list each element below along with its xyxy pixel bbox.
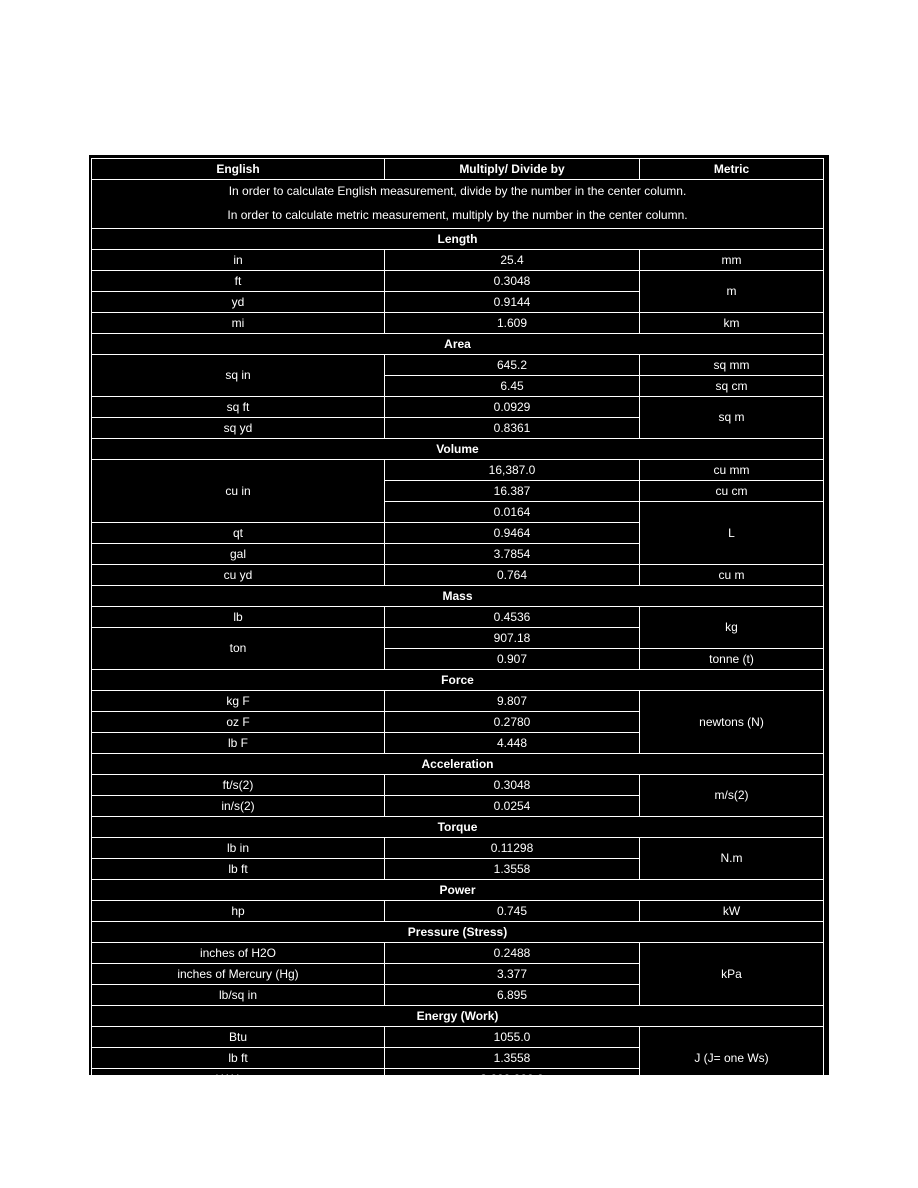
factor-value: 0.9144 bbox=[385, 292, 640, 313]
factor-value: 1.3558 bbox=[385, 859, 640, 880]
table-row bbox=[92, 565, 824, 586]
factor-value: 0.4536 bbox=[385, 607, 640, 628]
english-unit: mi bbox=[92, 313, 385, 334]
english-unit: lb bbox=[92, 607, 385, 628]
factor-value: 0.2780 bbox=[385, 712, 640, 733]
english-unit: in bbox=[92, 250, 385, 271]
factor-value: 1.3558 bbox=[385, 1048, 640, 1069]
metric-unit: L bbox=[640, 502, 824, 565]
table-row bbox=[92, 1027, 824, 1048]
section-volume-title: Volume bbox=[92, 439, 824, 460]
section-pressure-title: Pressure (Stress) bbox=[92, 922, 824, 943]
table-row bbox=[92, 271, 824, 292]
table-row bbox=[92, 691, 824, 712]
table-row bbox=[92, 355, 824, 376]
english-unit: ft/s(2) bbox=[92, 775, 385, 796]
metric-unit: newtons (N) bbox=[640, 691, 824, 754]
factor-value: 0.907 bbox=[385, 649, 640, 670]
factor-value: 0.2488 bbox=[385, 943, 640, 964]
table-row bbox=[92, 460, 824, 481]
table-row bbox=[92, 901, 824, 922]
factor-value: 907.18 bbox=[385, 628, 640, 649]
english-unit: hp bbox=[92, 901, 385, 922]
table-row bbox=[92, 943, 824, 964]
english-unit: qt bbox=[92, 523, 385, 544]
metric-unit: sq mm bbox=[640, 355, 824, 376]
factor-value: 4.448 bbox=[385, 733, 640, 754]
factor-value: 0.9464 bbox=[385, 523, 640, 544]
section-mass-title: Mass bbox=[92, 586, 824, 607]
factor-value: 0.8361 bbox=[385, 418, 640, 439]
table-row bbox=[92, 250, 824, 271]
english-unit: lb/sq in bbox=[92, 985, 385, 1006]
section-torque-title: Torque bbox=[92, 817, 824, 838]
factor-value: 1055.0 bbox=[385, 1027, 640, 1048]
factor-value: 3.377 bbox=[385, 964, 640, 985]
metric-unit: cu cm bbox=[640, 481, 824, 502]
factor-value: 16,387.0 bbox=[385, 460, 640, 481]
english-unit: in/s(2) bbox=[92, 796, 385, 817]
factor-value: 6.895 bbox=[385, 985, 640, 1006]
metric-unit: mm bbox=[640, 250, 824, 271]
section-length-title: Length bbox=[92, 229, 824, 250]
english-unit: sq yd bbox=[92, 418, 385, 439]
factor-value: 6.45 bbox=[385, 376, 640, 397]
section-force-title: Force bbox=[92, 670, 824, 691]
header-metric: Metric bbox=[640, 159, 824, 180]
table-row bbox=[92, 775, 824, 796]
metric-unit: kg bbox=[640, 607, 824, 649]
factor-value: 0.0254 bbox=[385, 796, 640, 817]
metric-unit: cu mm bbox=[640, 460, 824, 481]
factor-value: 0.11298 bbox=[385, 838, 640, 859]
factor-value: 16.387 bbox=[385, 481, 640, 502]
table-row bbox=[92, 397, 824, 418]
english-unit: lb ft bbox=[92, 1048, 385, 1069]
metric-unit: kW bbox=[640, 901, 824, 922]
instructions-note bbox=[92, 180, 824, 229]
metric-unit: km bbox=[640, 313, 824, 334]
english-unit: ton bbox=[92, 628, 385, 670]
english-unit: yd bbox=[92, 292, 385, 313]
factor-value: 0.764 bbox=[385, 565, 640, 586]
metric-unit: tonne (t) bbox=[640, 649, 824, 670]
metric-unit: J (J= one Ws) bbox=[640, 1027, 824, 1090]
header-english: English bbox=[92, 159, 385, 180]
english-unit: lb in bbox=[92, 838, 385, 859]
english-unit: inches of H2O bbox=[92, 943, 385, 964]
english-unit: cu in bbox=[92, 460, 385, 523]
conversion-table bbox=[91, 158, 824, 1090]
metric-unit: sq cm bbox=[640, 376, 824, 397]
factor-value: 9.807 bbox=[385, 691, 640, 712]
factor-value: 0.3048 bbox=[385, 775, 640, 796]
metric-unit: m bbox=[640, 271, 824, 313]
factor-value: 0.0164 bbox=[385, 502, 640, 523]
header-row bbox=[92, 159, 824, 180]
note-metric: In order to calculate metric measurement, multiply by the number in the center column. bbox=[227, 208, 688, 222]
table-row bbox=[92, 607, 824, 628]
english-unit: cu yd bbox=[92, 565, 385, 586]
factor-value: 0.3048 bbox=[385, 271, 640, 292]
factor-value: 1.609 bbox=[385, 313, 640, 334]
english-unit: lb F bbox=[92, 733, 385, 754]
english-unit: oz F bbox=[92, 712, 385, 733]
section-area-title: Area bbox=[92, 334, 824, 355]
section-power-title: Power bbox=[92, 880, 824, 901]
english-unit: gal bbox=[92, 544, 385, 565]
factor-value: 3,600,000.0 bbox=[385, 1069, 640, 1090]
factor-value: 25.4 bbox=[385, 250, 640, 271]
metric-unit: kPa bbox=[640, 943, 824, 1006]
english-unit: kW hour bbox=[92, 1069, 385, 1090]
english-unit: Btu bbox=[92, 1027, 385, 1048]
english-unit: lb ft bbox=[92, 859, 385, 880]
english-unit: sq ft bbox=[92, 397, 385, 418]
metric-unit: m/s(2) bbox=[640, 775, 824, 817]
english-unit: inches of Mercury (Hg) bbox=[92, 964, 385, 985]
metric-unit: sq m bbox=[640, 397, 824, 439]
factor-value: 0.745 bbox=[385, 901, 640, 922]
metric-unit: N.m bbox=[640, 838, 824, 880]
note-row bbox=[92, 180, 824, 229]
metric-unit: cu m bbox=[640, 565, 824, 586]
english-unit: ft bbox=[92, 271, 385, 292]
factor-value: 0.0929 bbox=[385, 397, 640, 418]
note-english: In order to calculate English measurement, divide by the number in the center column. bbox=[228, 184, 687, 198]
section-energy-title: Energy (Work) bbox=[92, 1006, 824, 1027]
section-acceleration-title: Acceleration bbox=[92, 754, 824, 775]
factor-value: 3.7854 bbox=[385, 544, 640, 565]
table-row bbox=[92, 838, 824, 859]
table-row bbox=[92, 313, 824, 334]
factor-value: 645.2 bbox=[385, 355, 640, 376]
english-unit: kg F bbox=[92, 691, 385, 712]
english-unit: sq in bbox=[92, 355, 385, 397]
header-factor: Multiply/ Divide by bbox=[385, 159, 640, 180]
